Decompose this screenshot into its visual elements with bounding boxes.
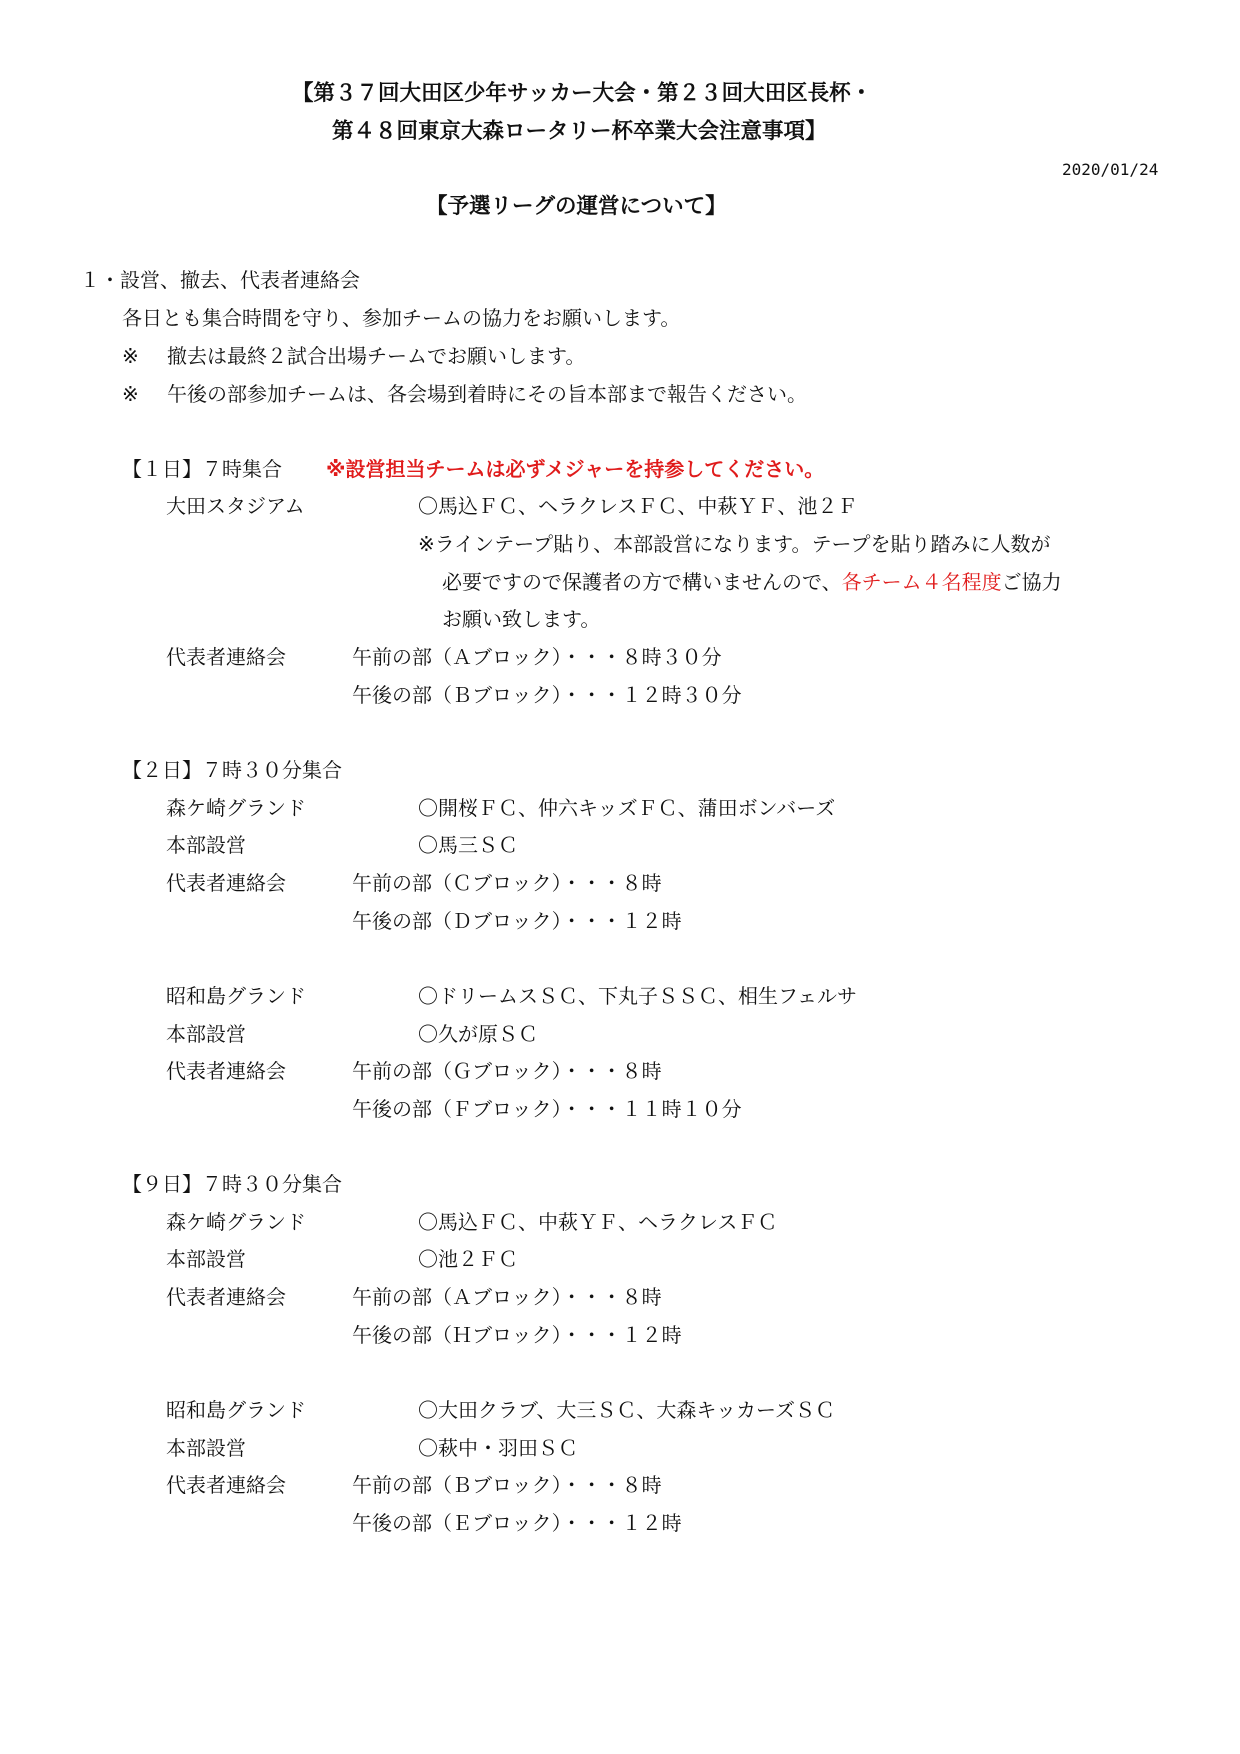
- day2-venue-a-pm: 午後の部（Ｄブロック）・・・１２時: [352, 909, 682, 933]
- day9-venue-a-pm: 午後の部（Ｈブロック）・・・１２時: [352, 1323, 682, 1347]
- day1-note-line1: ※ラインテープ貼り、本部設営になります。テープを貼り踏みに人数が: [418, 532, 1051, 556]
- day9-venue-b-pm: 午後の部（Ｅブロック）・・・１２時: [352, 1511, 682, 1535]
- day2-venue-b-pm: 午後の部（Ｆブロック）・・・１１時１０分: [352, 1097, 742, 1121]
- day9-venue-b-hq: 〇萩中・羽田ＳＣ: [418, 1436, 578, 1460]
- day9-venue-b-name: 昭和島グランド: [166, 1398, 306, 1422]
- section1-note1-mark: ※: [122, 344, 139, 368]
- day2-venue-b-hq: 〇久が原ＳＣ: [418, 1022, 538, 1046]
- section1-heading: １・設営、撤去、代表者連絡会: [80, 268, 360, 292]
- day1-teams: 〇馬込ＦＣ、ヘラクレスＦＣ、中萩ＹＦ、池２Ｆ: [418, 494, 858, 518]
- day9-venue-a-hq: 〇池２ＦＣ: [418, 1247, 518, 1271]
- day2-venue-b-teams: 〇ドリームスＳＣ、下丸子ＳＳＣ、相生フェルサ: [418, 984, 857, 1008]
- day1-header: 【１日】７時集合: [122, 457, 282, 481]
- day2-venue-b-hq-label: 本部設営: [166, 1022, 246, 1046]
- document-date: 2020/01/24: [1062, 160, 1159, 179]
- day2-venue-b-am: 午前の部（Ｇブロック）・・・８時: [352, 1059, 662, 1083]
- day9-venue-b-am: 午前の部（Ｂブロック）・・・８時: [352, 1473, 662, 1497]
- title-line-1: 【第３７回大田区少年サッカー大会・第２３回大田区長杯・: [292, 81, 873, 106]
- day1-note-line2-b: ご協力: [1001, 570, 1062, 594]
- day2-venue-a-hq: 〇馬三ＳＣ: [418, 833, 518, 857]
- day1-alert: ※設営担当チームは必ずメジャーを持参してください。: [326, 457, 825, 481]
- day9-venue-a-teams: 〇馬込ＦＣ、中萩ＹＦ、ヘラクレスＦＣ: [418, 1210, 778, 1234]
- day9-venue-a-meeting-label: 代表者連絡会: [166, 1285, 286, 1309]
- day2-venue-a-meeting-label: 代表者連絡会: [166, 871, 286, 895]
- day2-venue-b-meeting-label: 代表者連絡会: [166, 1059, 286, 1083]
- day1-meeting-am: 午前の部（Ａブロック）・・・８時３０分: [352, 645, 722, 669]
- day9-venue-a-hq-label: 本部設営: [166, 1247, 246, 1271]
- day2-venue-a-hq-label: 本部設営: [166, 833, 246, 857]
- day1-note-line2-a: 必要ですので保護者の方で構いませんので、: [442, 570, 842, 594]
- day1-note-line2-highlight: 各チーム４名程度: [841, 570, 1002, 594]
- day1-meeting-label: 代表者連絡会: [166, 645, 286, 669]
- day2-venue-a-name: 森ケ崎グランド: [166, 796, 306, 820]
- day2-venue-b-name: 昭和島グランド: [166, 984, 306, 1008]
- day2-venue-a-am: 午前の部（Ｃブロック）・・・８時: [352, 871, 662, 895]
- day1-note-line3: お願い致します。: [442, 607, 601, 631]
- section1-note1-text: 撤去は最終２試合出場チームでお願いします。: [167, 344, 586, 368]
- subtitle: 【予選リーグの運営について】: [426, 194, 727, 219]
- day9-venue-b-meeting-label: 代表者連絡会: [166, 1473, 286, 1497]
- day1-note-line2: [442, 568, 1062, 596]
- section1-note2-text: 午後の部参加チームは、各会場到着時にその旨本部まで報告ください。: [167, 382, 807, 406]
- day2-venue-a-teams: 〇開桜ＦＣ、仲六キッズＦＣ、蒲田ボンバーズ: [418, 796, 836, 820]
- title-line-2: 第４８回東京大森ロータリー杯卒業大会注意事項】: [332, 119, 827, 144]
- day1-venue: 大田スタジアム: [166, 494, 305, 518]
- day2-header: 【２日】７時３０分集合: [122, 758, 342, 782]
- day9-venue-b-teams: 〇大田クラブ、大三ＳＣ、大森キッカーズＳＣ: [418, 1398, 835, 1422]
- day9-venue-b-hq-label: 本部設営: [166, 1436, 246, 1460]
- day9-header: 【９日】７時３０分集合: [122, 1172, 342, 1196]
- day9-venue-a-am: 午前の部（Ａブロック）・・・８時: [352, 1285, 662, 1309]
- section1-note2-mark: ※: [122, 382, 139, 406]
- day9-venue-a-name: 森ケ崎グランド: [166, 1210, 306, 1234]
- section1-line1: 各日とも集合時間を守り、参加チームの協力をお願いします。: [122, 306, 681, 330]
- day1-meeting-pm: 午後の部（Ｂブロック）・・・１２時３０分: [352, 683, 742, 707]
